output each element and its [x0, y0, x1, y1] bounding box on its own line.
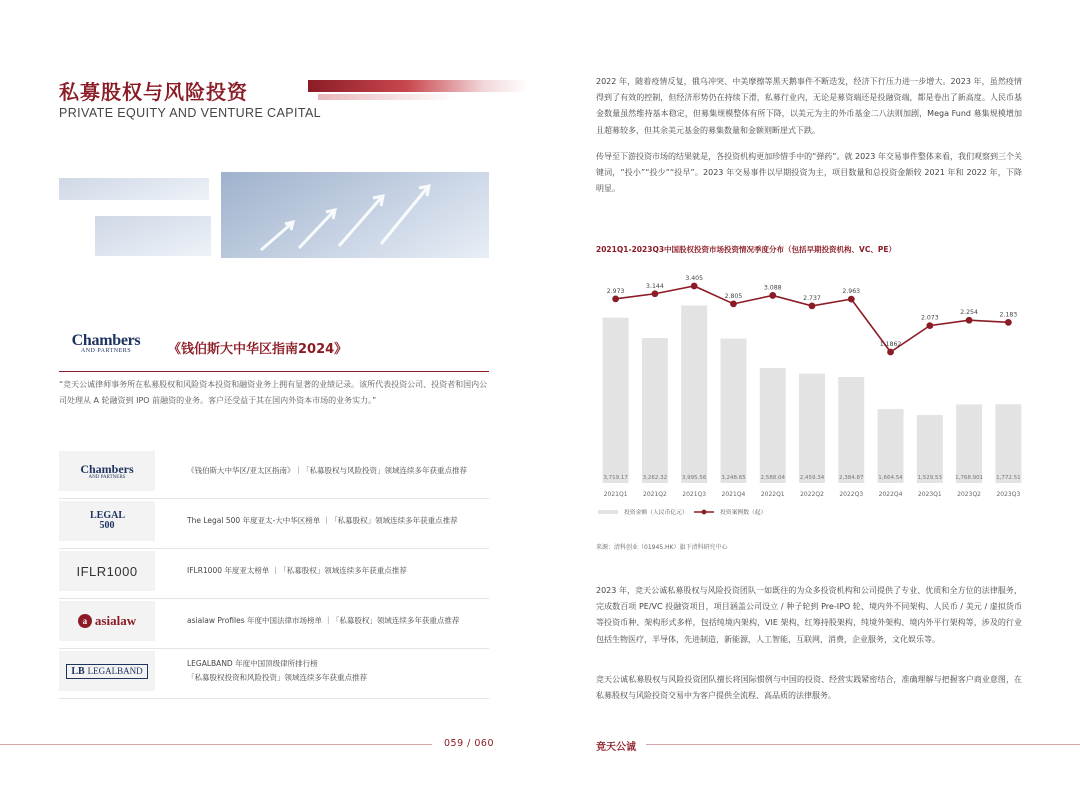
asialaw-mark-icon: a: [78, 614, 92, 628]
x-tick-label: 2023Q2: [957, 491, 981, 498]
line-point: [1005, 319, 1012, 326]
legalband-mark-icon: LB: [71, 665, 85, 677]
ranking-row-legal500: [59, 499, 489, 549]
line-point: [769, 292, 776, 299]
bar: [799, 374, 825, 483]
bar-value-label: 1,768.901: [955, 475, 984, 481]
line-value-label: 3.088: [763, 284, 782, 292]
line-point: [926, 322, 933, 329]
x-tick-label: 2021Q4: [721, 491, 746, 498]
bar: [603, 318, 629, 483]
bar-value-label: 2,588.04: [760, 475, 785, 481]
chambers-logo-small: Chambers AND PARTNERS: [59, 451, 155, 491]
bar-value-label: 3,248.65: [721, 475, 746, 481]
chart-source: 来源：清科创业（01945.HK）旗下清科研究中心: [596, 544, 728, 551]
bar: [838, 377, 864, 483]
paragraph-investment-trend: 传导至下游投资市场的结果就是，各投资机构更加珍惜手中的“弹药”。就 2023 年交易事件整体来看，我们观察到三个关键词，“投小”“投少”“投早”。2023 年交易事件以早期投资为主，项目数量和总投资金额较 2021 年和 2022 年，下降明显。: [596, 152, 1022, 194]
hero-panel-3: [221, 172, 489, 258]
paragraph-team-strength: 竞天公诚私募股权与风险投资团队擅长将国际惯例与中国的投资、经营实践紧密结合，准确理解与把握客户商业意图，在私募股权与风险投资交易中为客户提供全流程、高品质的法律服务。: [596, 675, 1022, 701]
line-point: [691, 283, 698, 290]
guide-title: 《钱伯斯大中华区指南2024》: [168, 342, 348, 357]
line-value-label: 2.254: [960, 309, 978, 317]
ranking-text: 《钱伯斯大中华区/亚太区指南》｜「私募股权与风险投资」领域连续多年获重点推荐: [187, 466, 468, 475]
ranking-text: asialaw Profiles 年度中国法律市场榜单 ｜「私募股权」领域连续多年获重点推荐: [187, 616, 460, 625]
chart-title: 2021Q1-2023Q3中国股权投资市场投资情况季度分布（包括早期投资机构、VC、PE）: [596, 245, 896, 254]
line-value-label: 2.737: [803, 294, 821, 302]
line-point: [848, 296, 855, 303]
ranking-text: LEGALBAND 年度中国顶级律所排行榜: [187, 659, 318, 668]
line-point: [612, 295, 619, 302]
line-point: [809, 302, 816, 309]
legalband-logo: LB LEGALBAND: [59, 651, 155, 691]
bar: [956, 404, 982, 483]
footer-rule-right: [646, 744, 1080, 745]
x-tick-label: 2022Q4: [878, 491, 903, 498]
x-tick-label: 2021Q3: [682, 491, 707, 498]
line-point: [966, 317, 973, 324]
ranking-row-legalband: [59, 649, 489, 699]
x-tick-label: 2023Q3: [996, 491, 1021, 498]
line-value-label: 2.963: [842, 288, 861, 296]
bar: [681, 305, 707, 483]
brand-name: 竞天公诚: [596, 742, 636, 753]
bar: [917, 415, 943, 483]
iflr1000-logo: IFLR1000: [59, 551, 155, 591]
section-subtitle: PRIVATE EQUITY AND VENTURE CAPITAL: [59, 106, 322, 120]
bar: [642, 338, 668, 483]
bar-value-label: 3,262.32: [642, 475, 668, 481]
x-tick-label: 2021Q2: [643, 491, 667, 498]
paragraph-market-overview: 2022 年，随着疫情反复，俄乌冲突、中美摩擦等黑天鹅事件不断迭发，经济下行压力进一步增大。2023 年，虽然疫情得到了有效的控制，但经济形势仍在持续下滑，私募行业内，无论是募资端还是投融资端，都是卷出了新高度。人民币基金数量虽然维持基本稳定，但募集规模整体有所下降，以美元为主的外币基金二八法则加剧，Mega Fund 募集规模增加且超募较多，但其余美元基金的募集数量和金额则断崖式下跌。: [596, 77, 1022, 135]
x-tick-label: 2022Q3: [839, 491, 864, 498]
x-tick-label: 2021Q1: [603, 491, 628, 498]
bar-value-label: 2,384.87: [839, 475, 864, 481]
title-accent-bar-secondary: [318, 94, 458, 100]
paragraph-team-work: 2023 年，竞天公诚私募股权与风险投资团队一如既往的为众多投资机构和公司提供了专业、优质和全方位的法律服务，完成数百项 PE/VC 投融资项目，项目涵盖公司设立 / 种子轮到 Pre-IPO 轮、境内外不同架构、人民币 / 美元 / 虚拟货币等投资币种、架构形式多样，包括纯境内架构，VIE 架构，红筹持股架构，纯境外架构、境内外平行架构等，涉及的行业包括生物医疗，半导体，先进制造，新能源，人工智能，互联网，消费，企业服务，文化娱乐等。: [596, 586, 1022, 644]
legal500-logo: LEGAL 500: [59, 501, 155, 541]
line-value-label: 2.805: [724, 292, 743, 300]
bar-value-label: 3,719.17: [603, 475, 628, 481]
chambers-guide-header: [59, 328, 489, 364]
ranking-row-asialaw: [59, 599, 489, 649]
legend-bar-label: 投资金额（人民币亿元）: [624, 510, 688, 516]
hero-panel-2: [95, 216, 211, 256]
ranking-row-iflr: [59, 549, 489, 599]
legend-line-marker: [702, 510, 707, 515]
bar: [760, 368, 786, 483]
ranking-text: 「私募股权投资和风险投资」领域连续多年获重点推荐: [187, 673, 367, 682]
rankings-list: [59, 449, 489, 699]
line-value-label: 2.073: [920, 314, 939, 322]
ranking-text: IFLR1000 年度亚太榜单 ｜「私募股权」领域连续多年获重点推荐: [187, 566, 407, 575]
page-number: 059 / 060: [444, 738, 495, 749]
title-accent-bar: [308, 80, 528, 92]
line-value-label: 2.183: [999, 311, 1018, 319]
line-point: [652, 290, 659, 297]
line-value-label: 3.144: [646, 282, 664, 290]
section-title: 私募股权与风险投资: [59, 80, 248, 104]
asialaw-logo: a asialaw: [59, 601, 155, 641]
bar-value-label: 2,459.34: [799, 475, 825, 481]
chambers-logo: Chambers AND PARTNERS: [71, 332, 141, 354]
bar-value-label: 1,664.54: [878, 475, 903, 481]
line-value-label: 3.405: [685, 275, 704, 282]
chambers-quote: “竞天公诚律师事务所在私募股权和风险资本投资和融资业务上拥有显著的业绩记录。该所代表投资公司、投资者和国内公司处理从 A 轮融资到 IPO 前融资的业务。客户还受益于其在国内外资本市场的业务实力。”: [59, 380, 488, 405]
x-tick-label: 2022Q2: [800, 491, 824, 498]
line-value-label: 2.973: [606, 287, 625, 295]
header-divider: [59, 371, 489, 372]
line-value-label: 1.1862: [879, 341, 902, 348]
bar: [995, 404, 1021, 483]
line-point: [730, 300, 737, 307]
ranking-row-chambers: [59, 449, 489, 499]
growth-arrows-icon: [221, 172, 489, 258]
bar: [878, 409, 904, 483]
investment-chart: [590, 258, 1030, 540]
bar-value-label: 1,772.51: [996, 475, 1021, 481]
hero-panel-1: [59, 178, 209, 200]
bar: [720, 339, 746, 483]
hero-image: [59, 168, 489, 258]
legend-bar-swatch: [598, 510, 618, 514]
footer-rule-left: [0, 744, 432, 745]
bar-value-label: 1,529.53: [917, 475, 943, 481]
x-tick-label: 2022Q1: [760, 491, 785, 498]
bar-value-label: 3,995.56: [681, 475, 707, 481]
ranking-text: The Legal 500 年度亚太-大中华区榜单 ｜「私募股权」领域连续多年获重点推荐: [187, 516, 458, 525]
legend-line-label: 投资案例数（起）: [720, 510, 767, 516]
line-point: [887, 349, 894, 356]
x-tick-label: 2023Q1: [917, 491, 942, 498]
